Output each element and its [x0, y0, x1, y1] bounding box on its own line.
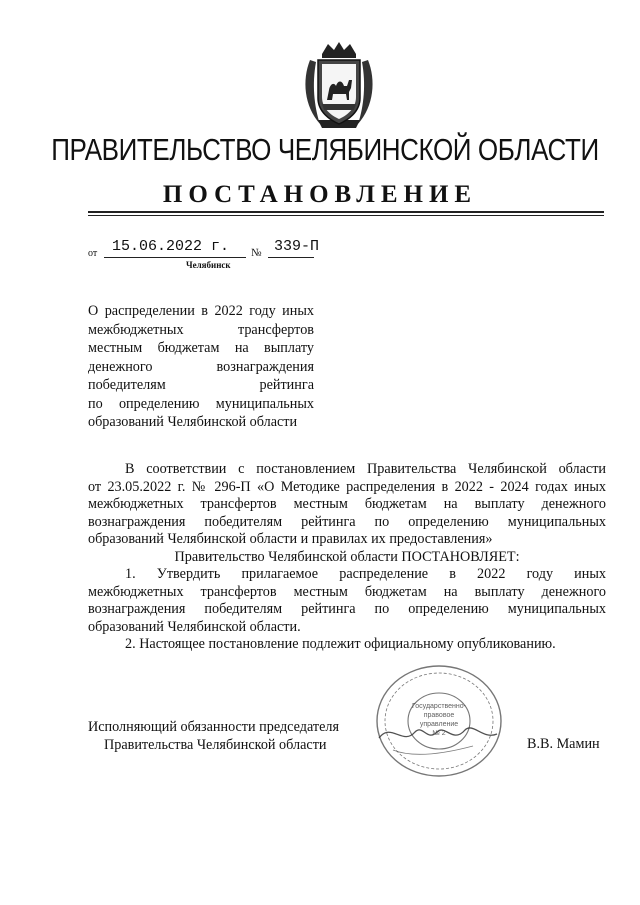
item-2-line: 2. Настоящее постановление подлежит официальному опубликованию.	[125, 636, 556, 652]
body-line: вознаграждения победителям рейтинга по определению муниципальных	[88, 513, 606, 530]
signatory-name: В.В. Мамин	[527, 736, 600, 752]
document-subject	[88, 302, 314, 432]
resolves-line: Правительство Челябинской области ПОСТАНОВЛЯЕТ:	[174, 548, 520, 565]
stamp-text-line: Государственно-	[411, 703, 467, 710]
date-number-row	[88, 238, 388, 260]
government-title: ПРАВИТЕЛЬСТВО ЧЕЛЯБИНСКОЙ ОБЛАСТИ	[51, 132, 599, 167]
body-line: межбюджетных трансфертов местным бюджетам на выплату денежного	[88, 496, 606, 512]
stamp-text-line: правовое	[423, 712, 455, 719]
stamp-text-line: № 2	[432, 730, 446, 737]
document-number: 339-П	[274, 238, 320, 255]
subject-line: межбюджетных трансфертов	[88, 321, 314, 338]
number-underline	[268, 257, 314, 258]
signatory-position	[88, 718, 363, 754]
body-line: образований Челябинской области и правилах их предоставления»	[88, 531, 493, 547]
document-type: ПОСТАНОВЛЕНИЕ	[162, 181, 478, 208]
stamp-text-line: управление	[419, 721, 459, 728]
chelyabinsk-coat-of-arms-icon	[300, 40, 378, 132]
item-1-line: образований Челябинской области.	[88, 618, 301, 635]
position-line-1: Исполняющий обязанности председателя	[88, 719, 339, 735]
subject-line: О распределении в 2022 году иных	[88, 303, 314, 319]
position-line-2: Правительства Челябинской области	[104, 737, 327, 753]
document-body	[88, 461, 606, 654]
official-seal-icon	[373, 662, 505, 780]
body-line: В соответствии с постановлением Правительства Челябинской области	[125, 461, 606, 477]
item-1-line: 1. Утвердить прилагаемое распределение в 2022 году иных	[125, 566, 606, 582]
item-1-line: межбюджетных трансфертов местным бюджетам на выплату денежного	[88, 583, 606, 600]
subject-line: победителям рейтинга	[88, 377, 314, 393]
date-prefix: от	[88, 248, 98, 259]
item-1-line: вознаграждения победителям рейтинга по определению муниципальных	[88, 601, 606, 617]
subject-line: по определению муниципальных	[88, 395, 314, 412]
subject-line: местным бюджетам на выплату	[88, 340, 314, 356]
header-rule	[88, 211, 604, 213]
number-prefix: №	[251, 247, 262, 259]
date-underline	[104, 257, 246, 258]
city-label: Челябинск	[186, 260, 231, 270]
document-date: 15.06.2022 г.	[112, 238, 230, 255]
header-rule-thin	[88, 215, 604, 216]
subject-line: денежного вознаграждения	[88, 358, 314, 375]
body-line: от 23.05.2022 г. № 296-П «О Методике распределения в 2022 - 2024 годах иных	[88, 478, 606, 495]
subject-line: образований Челябинской области	[88, 414, 298, 430]
